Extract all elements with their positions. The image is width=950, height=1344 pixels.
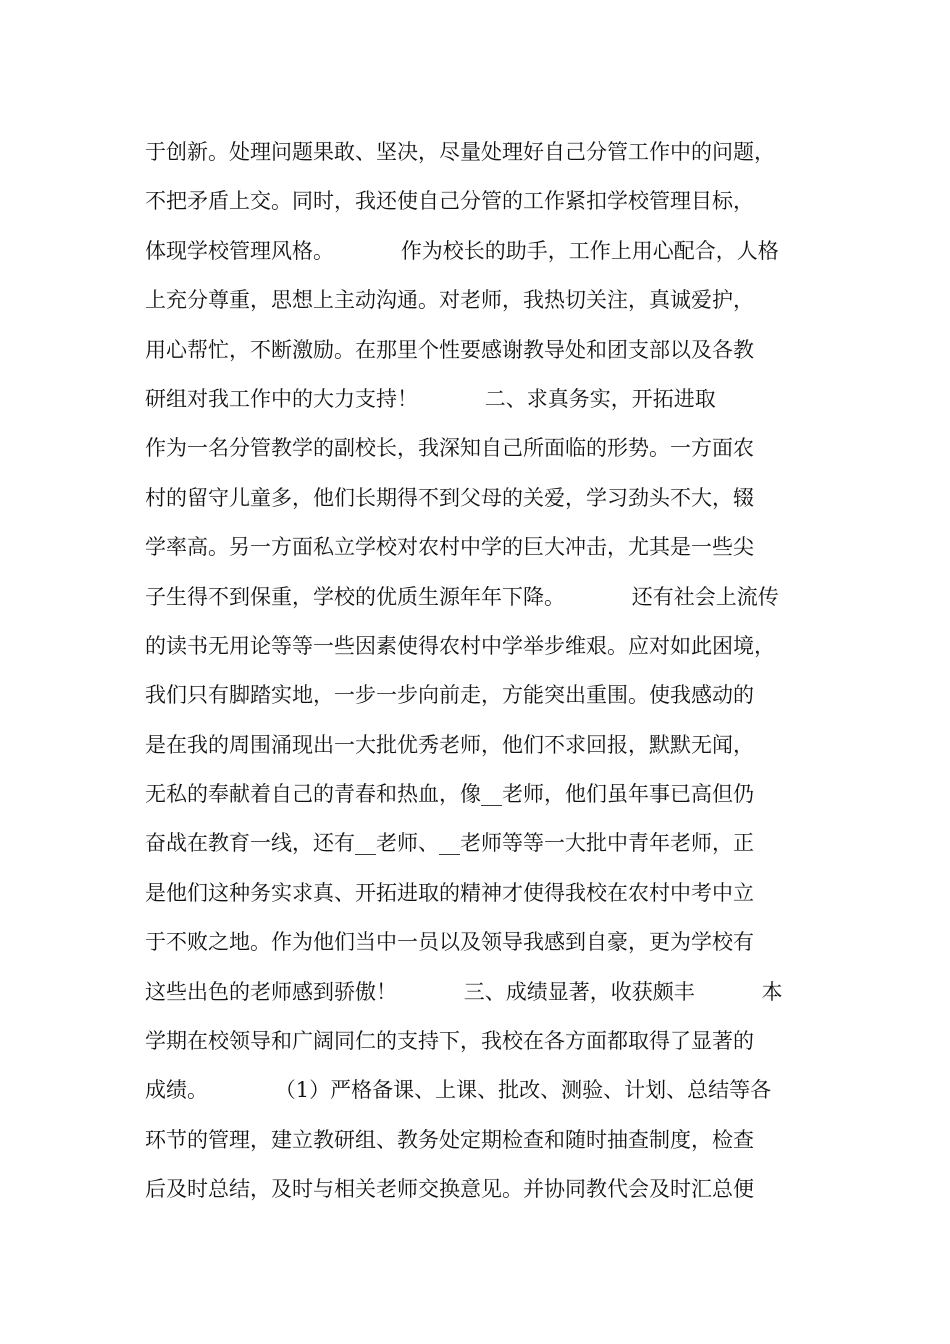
text-line: 学率高。另一方面私立学校对农村中学的巨大冲击，尤其是一些尖 — [145, 535, 754, 560]
text-line: 作为一名分管教学的副校长，我深知自己所面临的形势。一方面农 — [145, 436, 754, 461]
text-line: 环节的管理，建立教研组、教务处定期检查和随时抽查制度，检查 — [145, 1127, 754, 1152]
text-line: 后及时总结，及时与相关老师交换意见。并协同教代会及时汇总便 — [145, 1177, 754, 1202]
text-line: 奋战在教育一线，还有__老师、__老师等等一大批中青年老师，正 — [145, 831, 754, 856]
text-line: 的读书无用论等等一些因素使得农村中学举步维艰。应对如此困境， — [145, 633, 775, 658]
body-text — [145, 128, 835, 1215]
text-line: 无私的奉献着自己的青春和热血，像__老师，他们虽年事已高但仍 — [145, 782, 754, 807]
text-line: 我们只有脚踏实地，一步一步向前走，方能突出重围。使我感动的 — [145, 683, 754, 708]
text-line: 不把矛盾上交。同时，我还使自己分管的工作紧扣学校管理目标， — [145, 189, 754, 214]
text-line: 体现学校管理风格。 作为校长的助手，工作上用心配合，人格 — [145, 238, 779, 263]
text-line: 用心帮忙，不断激励。在那里个性要感谢教导处和团支部以及各教 — [145, 337, 754, 362]
text-line: 于不败之地。作为他们当中一员以及领导我感到自豪，更为学校有 — [145, 930, 754, 955]
text-line: 是他们这种务实求真、开拓进取的精神才使得我校在农村中考中立 — [145, 880, 754, 905]
text-line: 这些出色的老师感到骄傲！ 三、成绩显著，收获颇丰 本 — [145, 979, 783, 1004]
text-line: 子生得不到保重，学校的优质生源年年下降。 还有社会上流传 — [145, 584, 779, 609]
text-line: 上充分尊重，思想上主动沟通。对老师，我热切关注，真诚爱护， — [145, 288, 754, 313]
text-line: 村的留守儿童多，他们长期得不到父母的关爱，学习劲头不大，辍 — [145, 485, 754, 510]
text-line: 是在我的周围涌现出一大批优秀老师，他们不求回报，默默无闻， — [145, 732, 754, 757]
text-line: 成绩。 （1）严格备课、上课、批改、测验、计划、总结等各 — [145, 1078, 772, 1103]
text-line: 于创新。处理问题果敢、坚决，尽量处理好自己分管工作中的问题， — [145, 140, 775, 164]
text-line: 学期在校领导和广阔同仁的支持下，我校在各方面都取得了显著的 — [145, 1029, 754, 1054]
text-line: 研组对我工作中的大力支持！ 二、求真务实，开拓进取 — [145, 386, 716, 411]
